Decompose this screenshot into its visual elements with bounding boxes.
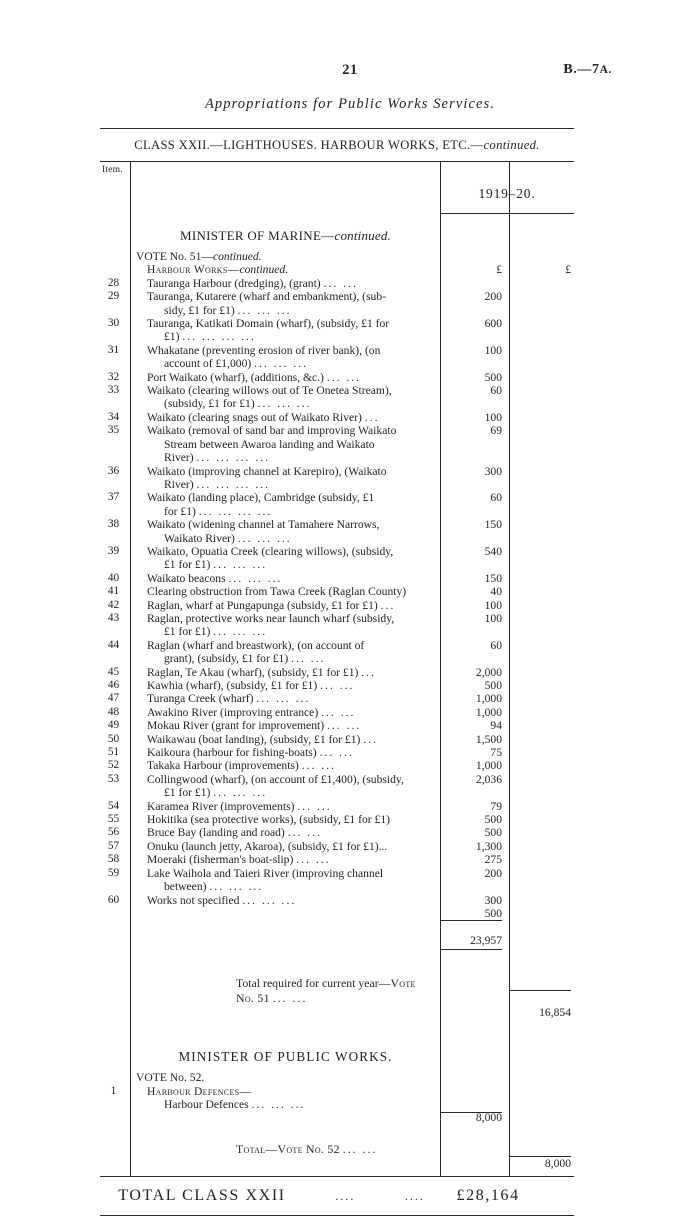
row-leader-dots: ... ...	[287, 826, 322, 840]
row-amount: 1,000	[475, 759, 502, 773]
grand-total-dots-2: ....	[404, 1189, 425, 1204]
marine-total-label: Total required for current year—	[236, 975, 391, 990]
row-description	[136, 719, 432, 732]
row-description	[136, 759, 432, 772]
row-amount: 300	[484, 464, 502, 478]
row-description-text: Raglan, Te Akau (wharf), (subsidy, £1 for £1)	[147, 665, 359, 679]
subtotal-row	[100, 920, 574, 933]
marine-subtotal: 23,957	[470, 933, 502, 947]
row-leader-dots: ... ...	[321, 705, 356, 719]
pw-vote-line: VOTE No. 52.	[136, 1071, 205, 1085]
grand-total-amount: £28,164	[456, 1187, 520, 1205]
row-item-number: 48	[107, 705, 120, 718]
row-leader-dots: ... ...	[301, 759, 336, 773]
row-description-text: £1 for £1)	[164, 558, 211, 572]
row-leader-dots: ... ...	[326, 370, 362, 384]
row-amount: 600	[484, 317, 502, 331]
row-leader-dots: ...	[364, 410, 380, 424]
table-row	[100, 438, 574, 451]
pw-total-amount: 8,000	[544, 1156, 571, 1170]
row-description	[136, 317, 432, 330]
appropriations-table	[100, 128, 574, 1216]
row-leader-dots: ... ... ...	[228, 571, 283, 585]
row-description	[136, 532, 432, 545]
row-description-text: Lake Waihola and Taieri River (improving channel	[147, 866, 384, 880]
row-item-number: 45	[107, 665, 120, 678]
row-description	[136, 666, 432, 679]
harbour-works-subhead: Harbour Works—	[147, 263, 240, 277]
row-description	[136, 853, 432, 866]
row-amount: 500	[484, 679, 502, 692]
marine-total-rule-row	[100, 990, 574, 1003]
row-item-number: 41	[107, 585, 120, 598]
row-description	[136, 746, 432, 759]
row-amount: 40	[490, 585, 502, 599]
row-amount: 150	[484, 571, 502, 585]
currency-symbol-2: £	[565, 263, 571, 277]
grand-total-dots-1: ....	[335, 1189, 356, 1204]
row-amount: 2,036	[475, 772, 502, 786]
row-description	[136, 786, 432, 799]
row-description-text: £1 for £1)	[164, 786, 211, 800]
row-item-number: 42	[107, 598, 120, 611]
marine-total-rule	[509, 990, 571, 991]
table-row	[100, 518, 574, 531]
table-row	[100, 491, 574, 504]
row-amount: 200	[484, 866, 502, 880]
row-description	[136, 612, 432, 625]
row-description	[136, 344, 432, 357]
row-amount: 60	[490, 384, 502, 398]
row-item-number: 38	[107, 518, 120, 531]
row-leader-dots: ... ...	[323, 276, 358, 290]
minister-marine-title: MINISTER OF MARINE—	[180, 228, 335, 243]
pw-line-item-row	[100, 1098, 574, 1125]
row-description	[136, 585, 432, 598]
row-description	[136, 813, 432, 826]
row-leader-dots: ... ... ...	[237, 531, 292, 545]
row-description	[136, 491, 432, 504]
row-amount: 94	[490, 719, 502, 733]
row-description-text: Waikato (widening channel at Tamahere Narrows,	[147, 518, 380, 532]
row-item-number: 28	[107, 276, 120, 289]
marine-total-amount: 16,854	[539, 1005, 571, 1019]
row-leader-dots: ... ...	[326, 719, 362, 733]
row-amount: 100	[484, 410, 502, 424]
pw-total-rule	[509, 1156, 571, 1157]
row-item-number: 30	[107, 317, 120, 330]
row-description	[136, 290, 432, 303]
row-description-text: Whakatane (preventing erosion of river bank), (on	[147, 343, 381, 357]
pw-line-amount: 8,000	[475, 1111, 502, 1125]
row-description	[136, 451, 432, 464]
row-leader-dots: ... ... ...	[254, 357, 309, 371]
table-header-zone	[100, 162, 574, 214]
row-item-number: 59	[107, 866, 120, 879]
row-description	[136, 545, 432, 558]
pw-line-desc: Harbour Defences	[164, 1098, 249, 1112]
row-amount: 75	[490, 746, 502, 760]
row-description-text: Mokau River (grant for improvement)	[147, 719, 325, 733]
row-description	[136, 773, 432, 786]
row-description-text: Tauranga, Katikati Domain (wharf), (subsidy, £1 for	[147, 317, 390, 331]
row-description	[136, 679, 432, 692]
table-grid	[100, 162, 574, 1176]
page-number: 21	[342, 62, 358, 78]
row-description-text: Waikawau (boat landing), (subsidy, £1 for £1)	[147, 732, 361, 746]
row-description	[136, 438, 432, 451]
row-item-number: 49	[107, 719, 120, 732]
row-amount: 150	[484, 518, 502, 532]
subtotal-underrule-row	[100, 949, 574, 962]
row-amount: 500	[484, 813, 502, 827]
row-item-number: 60	[107, 893, 120, 906]
row-item-number: 54	[107, 799, 120, 812]
row-description	[136, 800, 432, 813]
row-item-number: 36	[107, 464, 120, 477]
row-item-number: 50	[107, 732, 120, 745]
row-amount: 500	[484, 906, 502, 920]
table-row	[100, 290, 574, 303]
row-item-number: 52	[107, 759, 120, 772]
row-description	[136, 478, 432, 491]
row-description	[136, 894, 432, 907]
row-description-text: Tauranga Harbour (dredging), (grant)	[147, 276, 321, 290]
row-description	[136, 304, 432, 317]
row-leader-dots: ... ...	[291, 652, 326, 666]
document-title: Appropriations for Public Works Services.	[204, 96, 496, 112]
row-description-text: Awakino River (improving entrance)	[147, 705, 319, 719]
table-row	[100, 545, 574, 558]
line-items	[100, 276, 574, 920]
row-description-text: Kaikoura (harbour for fishing-boats)	[147, 746, 317, 760]
subtotal-underrule	[440, 949, 502, 950]
row-description	[136, 277, 432, 290]
row-description-text: Clearing obstruction from Tawa Creek (Raglan County)	[147, 585, 407, 599]
pw-vote-row	[100, 1071, 574, 1084]
row-description-text: Collingwood (wharf), (on account of £1,400), (subsidy,	[147, 772, 404, 786]
row-description-text: Tauranga, Kutarere (wharf and embankment), (sub-	[147, 290, 387, 304]
row-leader-dots: ... ... ...	[257, 397, 312, 411]
row-item-number: 31	[107, 343, 120, 356]
pw-subhead-row	[100, 1085, 574, 1098]
row-amount: 540	[484, 544, 502, 558]
grand-total-label: TOTAL CLASS XXII	[118, 1187, 286, 1205]
marine-total-dots: ... ...	[272, 990, 308, 1005]
pw-total-label: Total—	[236, 1141, 278, 1156]
row-item-number: 43	[107, 611, 120, 624]
class-heading-text: CLASS XXII.—LIGHTHOUSES. HARBOUR WORKS, ETC.—	[134, 138, 484, 152]
row-description-text: Waikato (clearing willows out of Te Onetea Stream),	[147, 384, 392, 398]
row-amount: 1,500	[475, 732, 502, 746]
pw-line-dots: ... ... ...	[251, 1098, 306, 1112]
subtotal-rule	[440, 920, 502, 921]
row-item-number: 55	[107, 813, 120, 826]
row-description-text: Takaka Harbour (improvements)	[147, 759, 299, 773]
row-description-text: Waikato beacons	[147, 571, 226, 585]
row-leader-dots: ... ... ...	[213, 625, 268, 639]
row-leader-dots: ... ... ...	[213, 558, 268, 572]
row-item-number: 44	[107, 638, 120, 651]
row-description-text: for £1)	[164, 504, 196, 518]
row-amount: 60	[490, 491, 502, 505]
ref-prefix: B.—7	[563, 62, 600, 77]
row-item-number: 53	[107, 772, 120, 785]
row-amount: 1,000	[475, 705, 502, 719]
row-description	[136, 733, 432, 746]
class-heading	[100, 129, 574, 161]
pw-total-rule-row	[100, 1156, 574, 1169]
row-description-text: Karamea River (improvements)	[147, 799, 295, 813]
row-description	[136, 465, 432, 478]
item-column-header: Item.	[102, 165, 123, 175]
pw-amount-rule	[440, 1112, 502, 1113]
row-amount: 275	[484, 853, 502, 867]
row-description	[136, 357, 432, 370]
row-description	[136, 599, 432, 612]
row-item-number: 57	[107, 839, 120, 852]
minister-marine-heading	[131, 218, 440, 250]
table-row	[100, 893, 574, 920]
row-amount: 100	[484, 611, 502, 625]
row-leader-dots: ... ... ...	[209, 880, 264, 894]
page-header	[0, 62, 700, 82]
row-description	[136, 639, 432, 652]
table-row	[100, 317, 574, 330]
vote-line-continued: continued.	[212, 250, 262, 263]
row-leader-dots: ... ... ... ...	[182, 330, 256, 344]
pw-amount-rule-row	[100, 1112, 574, 1125]
row-leader-dots: ... ...	[320, 679, 355, 692]
row-item-number: 40	[107, 571, 120, 584]
marine-total-vote: Vote No. 51	[236, 975, 416, 1005]
row-item-number: 56	[107, 826, 120, 839]
row-item-number: 34	[107, 410, 120, 423]
row-description-text: Hokitika (sea protective works), (subsidy, £1 for £1)	[147, 813, 390, 827]
row-leader-dots: ... ... ...	[242, 893, 297, 907]
row-leader-dots: ... ... ... ...	[196, 451, 271, 465]
row-amount: 69	[490, 424, 502, 438]
pw-item-number: 1	[110, 1084, 117, 1097]
row-description	[136, 424, 432, 437]
row-description-text: sidy, £1 for £1)	[164, 303, 235, 317]
table-row	[100, 465, 574, 478]
row-description-text: Kawhia (wharf), (subsidy, £1 for £1)	[147, 679, 318, 692]
row-amount: 79	[490, 799, 502, 813]
row-description	[136, 652, 432, 665]
row-description	[136, 692, 432, 705]
grand-total-row	[100, 1177, 574, 1215]
row-description	[136, 371, 432, 384]
minister-public-works-heading: MINISTER OF PUBLIC WORKS.	[178, 1049, 393, 1065]
row-description-text: River)	[164, 477, 194, 491]
table-row	[100, 424, 574, 437]
vote-line: VOTE No. 51—	[136, 250, 213, 263]
row-amount: 200	[484, 290, 502, 304]
row-description-text: £1)	[164, 330, 180, 344]
row-description	[136, 625, 432, 638]
row-description	[136, 880, 432, 893]
row-amount: 2,000	[475, 665, 502, 679]
row-amount: 500	[484, 370, 502, 384]
row-leader-dots: ...	[363, 732, 379, 746]
row-leader-dots: ... ...	[297, 799, 332, 813]
row-item-number: 32	[107, 370, 120, 383]
row-description-text: £1 for £1)	[164, 625, 211, 639]
row-description-text: Onuku (launch jetty, Akaroa), (subsidy, £1 for £1)...	[147, 839, 388, 853]
row-description	[136, 840, 432, 853]
row-leader-dots: ... ...	[319, 746, 354, 760]
row-amount: 60	[490, 638, 502, 652]
row-leader-dots: ... ...	[296, 853, 331, 867]
section-gap	[100, 1003, 574, 1041]
year-column-header: 1919–20.	[478, 186, 536, 201]
row-description-text: Works not specified	[147, 893, 240, 907]
row-description-text: between)	[164, 880, 207, 894]
document-reference	[563, 62, 612, 78]
row-description-text: Stream between Awaroa landing and Waikato	[164, 437, 375, 451]
row-description-text: Bruce Bay (landing and road)	[147, 826, 285, 840]
row-leader-dots: ... ... ... ...	[198, 504, 273, 518]
table-row	[100, 344, 574, 357]
row-description-text: Waikato, Opuatia Creek (clearing willows), (subsidy,	[147, 544, 394, 558]
harbour-works-subhead-continued: continued.	[239, 263, 289, 277]
row-item-number: 58	[107, 853, 120, 866]
row-description-text: Turanga Creek (wharf)	[147, 692, 254, 706]
row-amount: 100	[484, 343, 502, 357]
row-leader-dots: ... ... ...	[213, 786, 268, 800]
row-item-number: 37	[107, 491, 120, 504]
row-item-number: 39	[107, 544, 120, 557]
row-description-text: Port Waikato (wharf), (additions, &c.)	[147, 370, 324, 384]
row-item-number: 51	[107, 746, 120, 759]
row-amount: 1,000	[475, 692, 502, 706]
row-description-text: Waikato (improving channel at Karepiro), (Waikato	[147, 464, 387, 478]
row-description-text: Waikato (landing place), Cambridge (subsidy, £1	[147, 491, 375, 505]
row-description	[136, 826, 432, 839]
table-row	[100, 384, 574, 397]
row-description	[136, 558, 432, 571]
row-leader-dots: ...	[361, 665, 376, 679]
row-description	[136, 397, 432, 410]
row-description-text: Moeraki (fisherman's boat-slip)	[147, 853, 294, 867]
table-row	[100, 612, 574, 625]
row-description	[136, 384, 432, 397]
row-description-text: (subsidy, £1 for £1)	[164, 397, 255, 411]
ref-suffix: A.	[599, 64, 612, 76]
table-body	[100, 214, 574, 1176]
pw-total-vote: Vote No. 52	[277, 1141, 340, 1156]
row-item-number: 33	[107, 384, 120, 397]
row-description	[136, 411, 432, 424]
class-heading-continued: continued.	[483, 138, 540, 152]
currency-symbol-1: £	[496, 263, 502, 277]
row-description	[136, 706, 432, 719]
row-leader-dots: ...	[380, 598, 396, 612]
row-leader-dots: ... ... ...	[237, 303, 292, 317]
row-description	[136, 867, 432, 880]
pw-subhead: Harbour Defences—	[147, 1084, 252, 1098]
subhead-row	[100, 263, 574, 276]
subtotal-value-row	[100, 934, 574, 947]
row-description	[136, 505, 432, 518]
row-description-text: Raglan (wharf and breastwork), (on account of	[147, 638, 365, 652]
pw-gap	[100, 1126, 574, 1142]
row-description	[136, 518, 432, 531]
row-amount: 500	[484, 826, 502, 840]
row-leader-dots: ... ... ... ...	[196, 477, 271, 491]
row-amount: 100	[484, 598, 502, 612]
row-description	[136, 330, 432, 343]
row-item-number: 29	[107, 290, 120, 303]
table-row	[100, 639, 574, 652]
row-description-text: account of £1,000)	[164, 357, 252, 371]
row-item-number: 47	[107, 692, 120, 705]
row-description-text: Raglan, wharf at Pungapunga (subsidy, £1 for £1)	[147, 598, 378, 612]
row-item-number: 46	[107, 679, 120, 691]
row-description-text: Waikato River)	[164, 531, 235, 545]
row-description-text: Waikato (clearing snags out of Waikato River)	[147, 410, 362, 424]
minister-marine-continued: continued.	[334, 228, 391, 243]
row-description-text: grant), (subsidy, £1 for £1)	[164, 652, 289, 666]
row-description-text: River)	[164, 451, 194, 465]
row-leader-dots: ... ... ...	[256, 692, 311, 706]
row-item-number: 35	[107, 424, 120, 437]
row-amount: 1,300	[475, 839, 502, 853]
pw-total-dots: ... ...	[342, 1141, 378, 1156]
table-row	[100, 867, 574, 880]
row-description-text: Raglan, protective works near launch wharf (subsidy,	[147, 611, 395, 625]
row-amount: 300	[484, 893, 502, 907]
row-description	[136, 572, 432, 585]
row-description-text: Waikato (removal of sand bar and improving Waikato	[147, 424, 397, 438]
table-row	[100, 773, 574, 786]
